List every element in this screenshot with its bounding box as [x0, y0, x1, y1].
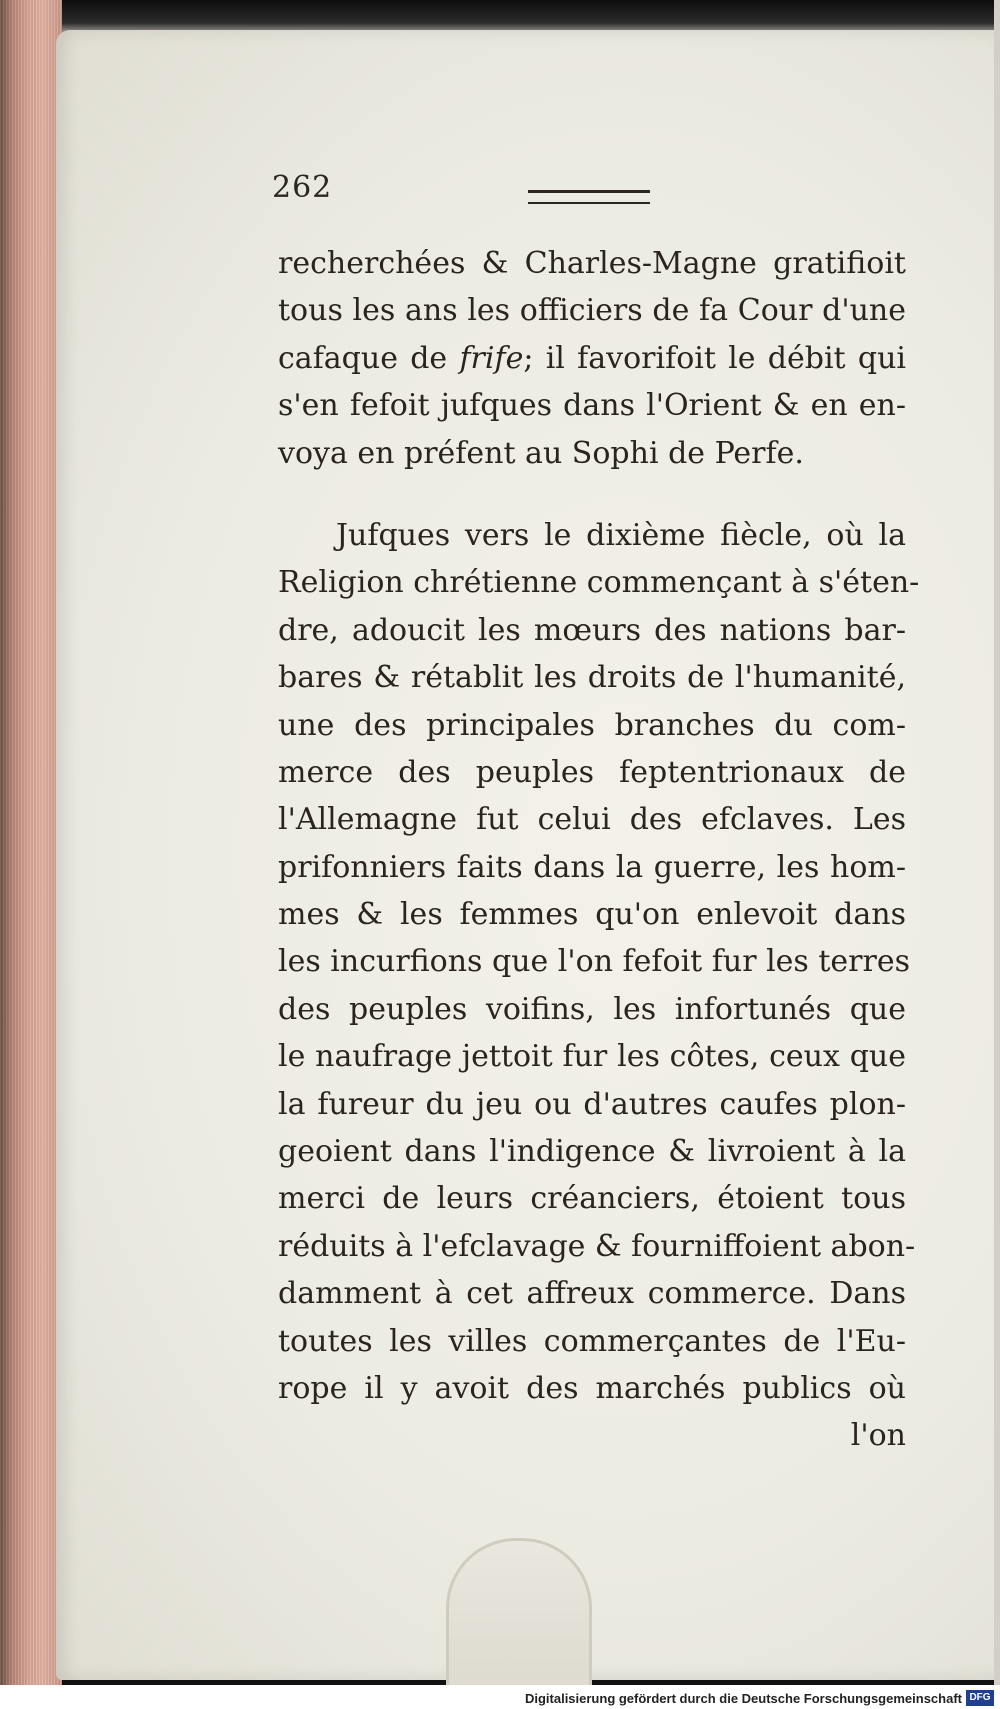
text-line: rope il y avoit des marchés publics où: [278, 1370, 906, 1406]
text-line: s'en fefoit jufques dans l'Orient & en en-: [278, 388, 906, 424]
header-rule: [528, 190, 650, 204]
right-edge: [994, 0, 1000, 1709]
catchword: l'on: [850, 1418, 906, 1454]
text-line: la fureur du jeu ou d'autres caufes plon-: [278, 1086, 906, 1122]
text-line: réduits à l'efclavage & fourniffoient abon-: [278, 1228, 916, 1264]
dfg-logo: DFG: [966, 1690, 994, 1706]
text-line: les incurfions que l'on fefoit fur les terres: [278, 944, 910, 980]
digitization-credit: Digitalisierung gefördert durch die Deutsche Forschungsgemeinschaft: [524, 1691, 962, 1706]
text-line: toutes les villes commerçantes de l'Eu-: [278, 1323, 906, 1359]
paragraph-gap: [278, 477, 906, 512]
text-fragment: cafaque de: [278, 340, 460, 376]
text-line: une des principales branches du com-: [278, 707, 906, 743]
text-line: tous les ans les officiers de fa Cour d'une: [278, 293, 906, 329]
text-line: le naufrage jettoit fur les côtes, ceux que: [278, 1039, 906, 1075]
text-line: merce des peuples feptentrionaux de: [278, 754, 906, 790]
footer-bar: [0, 1685, 1000, 1709]
text-line: des peuples voifins, les infortunés que: [278, 991, 906, 1027]
text-line: dre, adoucit les mœurs des nations bar-: [278, 612, 906, 648]
text-line: merci de leurs créanciers, étoient tous: [278, 1181, 906, 1217]
text-line: Religion chrétienne commençant à s'éten-: [278, 565, 920, 601]
page-block-edge: [0, 0, 62, 1709]
body-text: [278, 240, 920, 1460]
text-line: Jufques vers le dixième fiècle, où la: [336, 517, 906, 553]
text-line: damment à cet affreux commerce. Dans: [278, 1276, 906, 1312]
text-line: voya en préfent au Sophi de Perfe.: [278, 435, 804, 471]
text-fragment: ; il favorifoit le débit qui: [523, 340, 906, 376]
page-number: 262: [272, 170, 333, 205]
italic-word: frife: [459, 340, 524, 376]
text-line: recherchées & Charles-Magne gratifioit: [278, 246, 906, 281]
text-line: geoient dans l'indigence & livroient à la: [278, 1134, 906, 1170]
text-line: l'Allemagne fut celui des efclaves. Les: [278, 802, 906, 838]
text-line: prifonniers faits dans la guerre, les hom-: [278, 849, 906, 885]
thumb-notch: [446, 1538, 592, 1691]
text-line: bares & rétablit les droits de l'humanité,: [278, 660, 906, 696]
text-line-with-italic: [278, 335, 906, 382]
text-line: mes & les femmes qu'on enlevoit dans: [278, 897, 906, 933]
